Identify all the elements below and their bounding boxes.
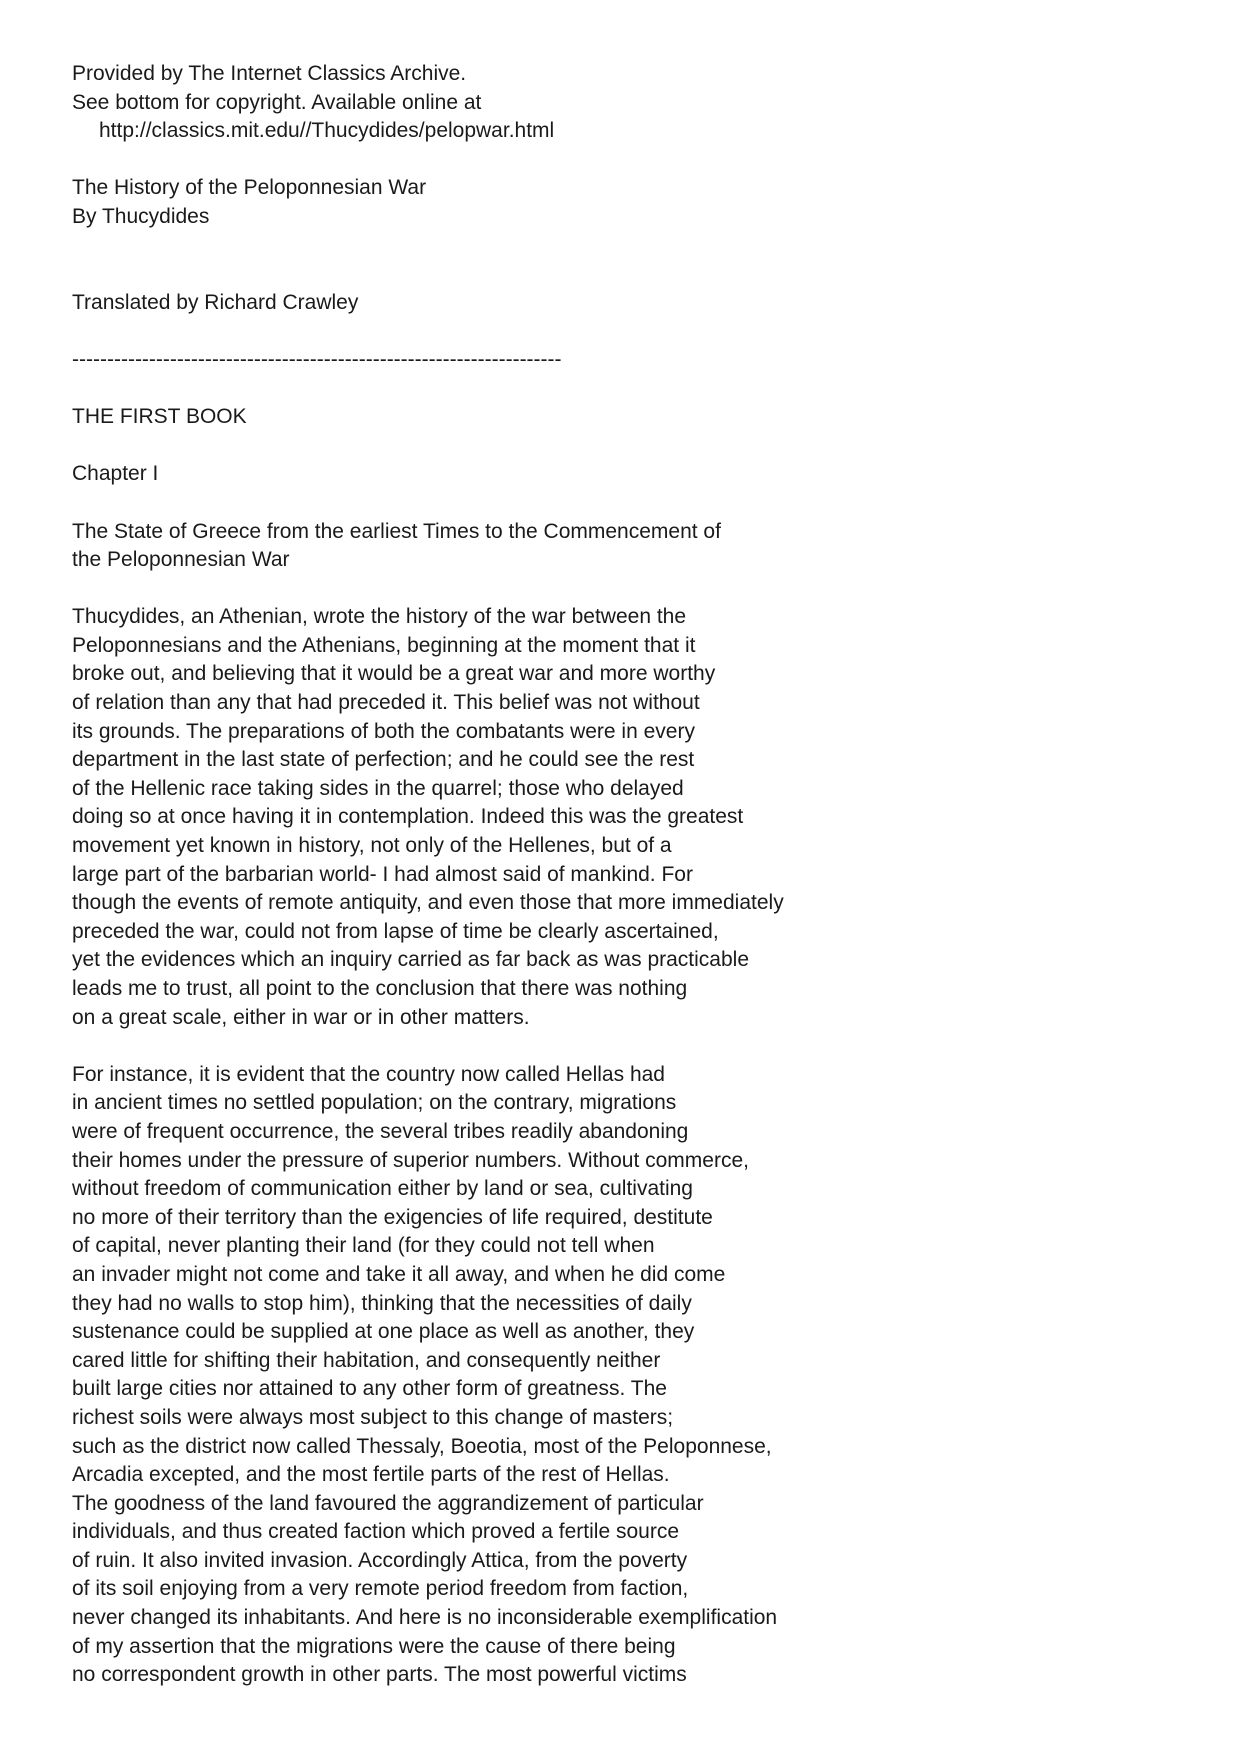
text-line: were of frequent occurrence, the several tribes readily abandoning bbox=[72, 1119, 689, 1143]
text-line: no more of their territory than the exigencies of life required, destitute bbox=[72, 1205, 713, 1229]
text-line: an invader might not come and take it all away, and when he did come bbox=[72, 1262, 726, 1286]
document-title: The History of the Peloponnesian War bbox=[72, 176, 427, 200]
text-line: Thucydides, an Athenian, wrote the history of the war between the bbox=[72, 605, 687, 629]
text-line: The goodness of the land favoured the aggrandizement of particular bbox=[72, 1491, 704, 1515]
text-line: of my assertion that the migrations were the cause of there being bbox=[72, 1634, 676, 1658]
source-url: http://classics.mit.edu//Thucydides/pelopwar.html bbox=[99, 119, 555, 143]
author-line: By Thucydides bbox=[72, 204, 210, 228]
text-line: large part of the barbarian world- I had almost said of mankind. For bbox=[72, 862, 693, 886]
text-line: on a great scale, either in war or in other matters. bbox=[72, 1005, 530, 1029]
chapter-heading: Chapter I bbox=[72, 462, 159, 486]
text-line: movement yet known in history, not only of the Hellenes, but of a bbox=[72, 834, 672, 858]
text-line: never changed its inhabitants. And here is no inconsiderable exemplification bbox=[72, 1606, 778, 1630]
text-line: preceded the war, could not from lapse of time be clearly ascertained, bbox=[72, 919, 719, 943]
text-line: of the Hellenic race taking sides in the quarrel; those who delayed bbox=[72, 776, 684, 800]
text-line: without freedom of communication either by land or sea, cultivating bbox=[72, 1177, 693, 1201]
provided-by-line: Provided by The Internet Classics Archive. bbox=[72, 62, 467, 85]
text-line: leads me to trust, all point to the conclusion that there was nothing bbox=[72, 977, 688, 1000]
text-line: doing so at once having it in contemplation. Indeed this was the greatest bbox=[72, 805, 744, 829]
chapter-subtitle bbox=[72, 518, 1172, 575]
text-line: Peloponnesians and the Athenians, beginning at the moment that it bbox=[72, 633, 696, 657]
text-line: of ruin. It also invited invasion. Accordingly Attica, from the poverty bbox=[72, 1548, 688, 1572]
text-line: they had no walls to stop him), thinking that the necessities of daily bbox=[72, 1291, 692, 1315]
text-line: cared little for shifting their habitation, and consequently neither bbox=[72, 1348, 661, 1372]
text-line: the Peloponnesian War bbox=[72, 548, 290, 572]
text-line: its grounds. The preparations of both the combatants were in every bbox=[72, 719, 695, 743]
text-line: their homes under the pressure of superior numbers. Without commerce, bbox=[72, 1148, 749, 1172]
copyright-note-line: See bottom for copyright. Available online at bbox=[72, 90, 482, 114]
document-page bbox=[72, 60, 1172, 1690]
text-line: The State of Greece from the earliest Times to the Commencement of bbox=[72, 519, 721, 543]
paragraph-1 bbox=[72, 603, 1172, 1032]
text-line: of capital, never planting their land (for they could not tell when bbox=[72, 1234, 655, 1258]
text-line: individuals, and thus created faction which proved a fertile source bbox=[72, 1520, 680, 1544]
text-line: no correspondent growth in other parts. The most powerful victims bbox=[72, 1663, 687, 1687]
text-line: sustenance could be supplied at one place as well as another, they bbox=[72, 1320, 695, 1344]
text-line: For instance, it is evident that the country now called Hellas had bbox=[72, 1062, 665, 1086]
text-line: Arcadia excepted, and the most fertile parts of the rest of Hellas. bbox=[72, 1463, 670, 1487]
text-line: broke out, and believing that it would be a great war and more worthy bbox=[72, 662, 716, 686]
paragraph-2 bbox=[72, 1061, 1172, 1690]
text-line: in ancient times no settled population; on the contrary, migrations bbox=[72, 1091, 677, 1115]
text-line: though the events of remote antiquity, and even those that more immediately bbox=[72, 891, 784, 915]
text-line: built large cities nor attained to any other form of greatness. The bbox=[72, 1377, 667, 1401]
text-line: of its soil enjoying from a very remote period freedom from faction, bbox=[72, 1577, 689, 1601]
translator-line: Translated by Richard Crawley bbox=[72, 290, 359, 314]
text-line: department in the last state of perfection; and he could see the rest bbox=[72, 748, 695, 772]
separator-line: ---------------------------------------------------------------------- bbox=[72, 347, 562, 371]
text-line: such as the district now called Thessaly, Boeotia, most of the Peloponnese, bbox=[72, 1434, 772, 1458]
text-line: richest soils were always most subject to this change of masters; bbox=[72, 1405, 674, 1429]
text-line: yet the evidences which an inquiry carried as far back as was practicable bbox=[72, 948, 750, 972]
book-heading: THE FIRST BOOK bbox=[72, 405, 247, 429]
text-line: of relation than any that had preceded it. This belief was not without bbox=[72, 691, 700, 715]
